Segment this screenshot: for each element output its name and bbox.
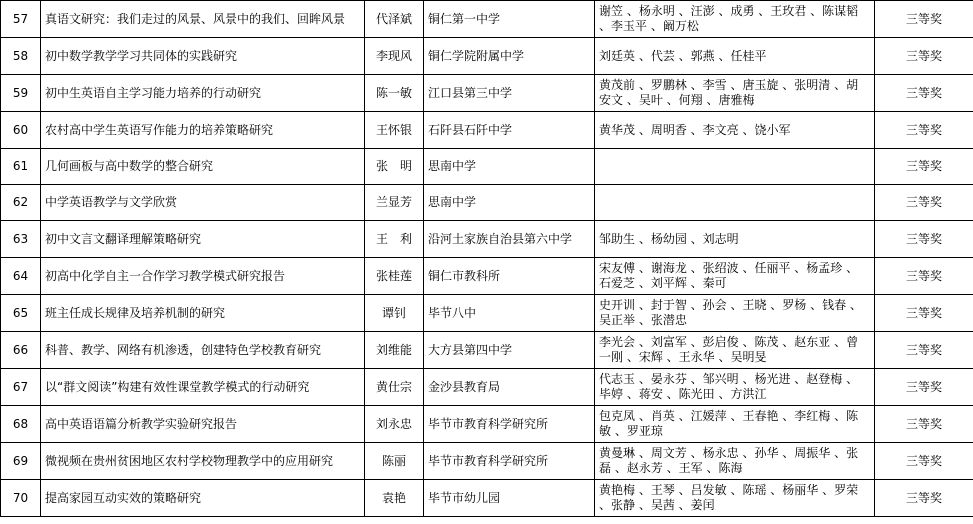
table-row (1, 480, 973, 517)
work-unit: 江口县第三中学 (424, 75, 595, 112)
work-unit: 铜仁学院附属中学 (424, 38, 595, 75)
project-title: 初中文言文翻译理解策略研究 (41, 221, 365, 258)
award-level: 三等奖 (875, 369, 973, 406)
award-level: 三等奖 (875, 1, 973, 38)
project-leader: 王怀银 (365, 112, 424, 149)
team-members: 黄茂前 、罗鹏林 、李雪 、唐玉旋 、张明清 、胡安文 、吴叶 、何翔 、唐雅梅 (595, 75, 875, 112)
award-level: 三等奖 (875, 75, 973, 112)
table-row (1, 221, 973, 258)
team-members: 代志玉 、晏永芬 、邹兴明 、杨光进 、赵登梅 、毕婷 、蒋安 、陈光田 、方洪江 (595, 369, 875, 406)
table-row (1, 185, 973, 221)
table-row (1, 332, 973, 369)
work-unit: 金沙县教育局 (424, 369, 595, 406)
work-unit: 思南中学 (424, 149, 595, 185)
work-unit: 毕节市教育科学研究所 (424, 406, 595, 443)
work-unit: 石阡县石阡中学 (424, 112, 595, 149)
team-members: 黄曼琳 、周文芳 、杨永忠 、孙华 、周振华 、张磊 、赵永芳 、王军 、陈海 (595, 443, 875, 480)
project-leader: 陈丽 (365, 443, 424, 480)
table-row (1, 75, 973, 112)
award-level: 三等奖 (875, 406, 973, 443)
award-level: 三等奖 (875, 258, 973, 295)
award-level: 三等奖 (875, 112, 973, 149)
project-leader: 黄仕宗 (365, 369, 424, 406)
work-unit: 沿河土家族自治县第六中学 (424, 221, 595, 258)
row-number: 57 (1, 1, 41, 38)
award-level: 三等奖 (875, 149, 973, 185)
row-number: 70 (1, 480, 41, 517)
row-number: 62 (1, 185, 41, 221)
team-members: 宋友傅 、谢海龙 、张绍波 、任丽平 、杨孟珍 、石爱芝 、刘平辉 、秦可 (595, 258, 875, 295)
work-unit: 铜仁第一中学 (424, 1, 595, 38)
team-members (595, 149, 875, 185)
work-unit: 毕节市幼儿园 (424, 480, 595, 517)
project-title: 班主任成长规律及培养机制的研究 (41, 295, 365, 332)
project-leader: 陈一敏 (365, 75, 424, 112)
team-members: 李光会 、刘富军 、彭启俊 、陈茂 、赵东亚 、曾一刚 、宋辉 、王永华 、吴明旻 (595, 332, 875, 369)
row-number: 59 (1, 75, 41, 112)
award-level: 三等奖 (875, 332, 973, 369)
work-unit: 大方县第四中学 (424, 332, 595, 369)
project-title: 微视频在贵州贫困地区农村学校物理教学中的应用研究 (41, 443, 365, 480)
award-level: 三等奖 (875, 38, 973, 75)
project-title: 科普、教学、网络有机渗透，创建特色学校教育研究 (41, 332, 365, 369)
project-title: 高中英语语篇分析教学实验研究报告 (41, 406, 365, 443)
project-title: 农村高中学生英语写作能力的培养策略研究 (41, 112, 365, 149)
project-leader: 李现风 (365, 38, 424, 75)
table-row (1, 149, 973, 185)
row-number: 63 (1, 221, 41, 258)
work-unit: 思南中学 (424, 185, 595, 221)
project-title: 初中生英语自主学习能力培养的行动研究 (41, 75, 365, 112)
project-leader: 张桂莲 (365, 258, 424, 295)
team-members: 黄艳梅 、王琴 、吕发敏 、陈瑶 、杨丽华 、罗荣 、张静 、吴茜 、姜闰 (595, 480, 875, 517)
row-number: 65 (1, 295, 41, 332)
project-title: 中学英语教学与文学欣赏 (41, 185, 365, 221)
table-row (1, 1, 973, 38)
team-members (595, 185, 875, 221)
team-members: 谢笠 、杨永明 、汪澎 、成勇 、王玫君 、陈谋韬 、李玉平 、阚万松 (595, 1, 875, 38)
row-number: 64 (1, 258, 41, 295)
row-number: 68 (1, 406, 41, 443)
project-leader: 刘永忠 (365, 406, 424, 443)
award-level: 三等奖 (875, 185, 973, 221)
project-leader: 刘维能 (365, 332, 424, 369)
team-members: 邹助生 、杨幼园 、刘志明 (595, 221, 875, 258)
team-members: 黄华茂 、周明香 、李文亮 、饶小军 (595, 112, 875, 149)
project-title: 几何画板与高中数学的整合研究 (41, 149, 365, 185)
project-leader: 王 利 (365, 221, 424, 258)
table-row (1, 406, 973, 443)
project-leader: 张 明 (365, 149, 424, 185)
table-row (1, 258, 973, 295)
table-body (1, 1, 973, 517)
project-title: 以“群文阅读”构建有效性课堂教学模式的行动研究 (41, 369, 365, 406)
row-number: 66 (1, 332, 41, 369)
project-leader: 代泽斌 (365, 1, 424, 38)
project-leader: 袁艳 (365, 480, 424, 517)
row-number: 60 (1, 112, 41, 149)
row-number: 69 (1, 443, 41, 480)
team-members: 史开训 、封于智 、孙会 、王晓 、罗杨 、钱春 、吴正举 、张潜忠 (595, 295, 875, 332)
team-members: 刘廷英 、代芸 、郭燕 、任桂平 (595, 38, 875, 75)
project-title: 真语文研究：我们走过的风景、风景中的我们、回眸风景 (41, 1, 365, 38)
work-unit: 毕节八中 (424, 295, 595, 332)
award-level: 三等奖 (875, 480, 973, 517)
work-unit: 铜仁市教科所 (424, 258, 595, 295)
project-leader: 谭钊 (365, 295, 424, 332)
award-level: 三等奖 (875, 221, 973, 258)
table-row (1, 369, 973, 406)
row-number: 61 (1, 149, 41, 185)
row-number: 58 (1, 38, 41, 75)
row-number: 67 (1, 369, 41, 406)
project-title: 初中数学教学学习共同体的实践研究 (41, 38, 365, 75)
table-row (1, 443, 973, 480)
team-members: 包克凤 、肖英 、江媛萍 、王春艳 、李红梅 、陈敏 、罗亚琼 (595, 406, 875, 443)
award-level: 三等奖 (875, 295, 973, 332)
award-level: 三等奖 (875, 443, 973, 480)
table-row (1, 295, 973, 332)
table-row (1, 112, 973, 149)
table-row (1, 38, 973, 75)
project-leader: 兰显芳 (365, 185, 424, 221)
project-title: 初高中化学自主一合作学习教学模式研究报告 (41, 258, 365, 295)
project-title: 提高家园互动实效的策略研究 (41, 480, 365, 517)
work-unit: 毕节市教育科学研究所 (424, 443, 595, 480)
